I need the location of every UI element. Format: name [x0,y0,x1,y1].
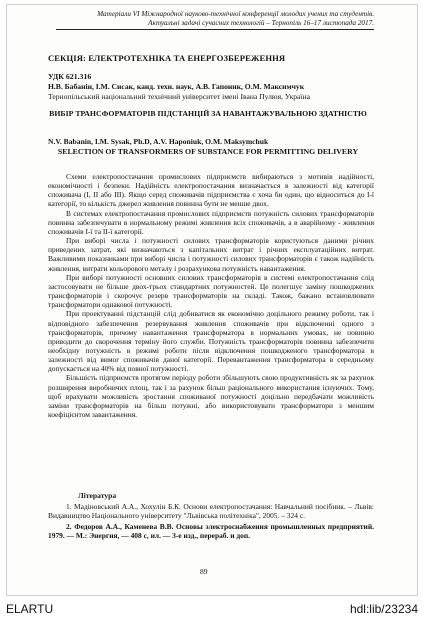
section-title: СЕКЦІЯ: ЕЛЕКТРОТЕХНІКА ТА ЕНЕРГОЗБЕРЕЖЕННЯ [48,53,286,63]
conference-header [56,10,374,30]
references-heading: Література [78,491,117,500]
udk-code: УДК 621.316 [48,72,92,81]
page-number: 89 [200,567,208,576]
paper-title-en: SELECTION OF TRANSFORMERS OF SUBSTANCE FOR PERMITTING DELIVERY [57,147,359,156]
paragraph: В системах електропостачання промислових підприємств потужність силових трансформаторів повинна забезпечувати в нормальному режимі живлення всіх споживачів, а в аварійному - живлення споживачів I-ї та II-ї категорії. [48,208,374,236]
footer-repository-label: ELARTU [6,602,54,616]
paragraph: При виборі потужності основних силових трансформаторів в системі електропостачання слід застосовувати не більше двох-трьох стандартних потужностей. Це полегшує заміну пошкоджених трансформаторів і скорочує резерв трансформаторів на складі. Також, бажано встановлювати трансформатори однакової потужності. [48,272,374,310]
affiliation: Тернопільський національний технічний університет імені Івана Пулюя, Україна [48,92,310,101]
reference-item: 2. Федоров А.А., Каменева В.В. Основы электроснабжения промышленных предприятий. 1979. — М.: Энергия, — 408 с, ил. — 3-е изд., перераб. и доп. [48,522,374,541]
footer-handle-link[interactable]: hdl:lib/23234 [349,602,418,616]
header-line-2: Актуальні задачі сучасних технологій – Тернопіль 16–17 листопада 2017. [56,19,374,30]
paragraph: Схеми електропостачання промислових підприємств вибираються з мотивів надійності, економічності і безпеки. Надійність електропостачання визначається в залежності від категорії споживача (I, II або III). Якщо серед споживачів підприємства є хоча би один, що відноситься до I-ї категорії, то кількість джерел живлення повинна бути не менше двох. [48,172,374,209]
references-list [48,502,374,543]
paper-title-ua: ВИБІР ТРАНСФОРМАТОРІВ ПІДСТАНЦІЙ ЗА НАВАНТАЖУВАЛЬНОЮ ЗДАТНІСТЮ [49,109,367,118]
authors-ua: Н.В. Бабанін, І.М. Сисак, канд. техн. наук, А.В. Гапоник, О.М. Максимчук [48,82,305,91]
header-line-1: Матеріали VI Міжнародної науково-технічної конференції молодих учених та студентів. [97,10,374,18]
paragraph: При проектуванні підстанцій слід добиватися як економічно доцільного режиму роботи, так і відповідного забезпечення резервування живлення споживачів при відключенні одного з трансформаторів, причому навантаження трансформатора в нормальних умовах, не повинно приводити до скорочення терміну його служби. Потужність трансформаторів повинна забезпечити необхідну потужність в режимі роботи після відключення пошкодженого трансформатора в залежності від вимог споживачів даної категорії. Перевантаження трансформатора в середньому допускається на 40% від повної потужності. [48,309,374,374]
authors-en: N.V. Babanin, I.M. Sysak, Ph.D, A.V. Haponiuk, O.M. Maksymchuk [48,137,269,146]
paragraph: Більшість підприємств протягом періоду роботи збільшують свою продуктивність як за рахунок розширення виробничих площ, так і за рахунок більш раціонального використання існуючих. Тому, щоб врахувати можливість зростання споживаної потужності доцільно передбачати можливість заміни трансформаторів на більш потужні, або використовувати трансформатори з меншим коефіцієнтом завантаження. [48,373,374,420]
paper-body [48,172,374,419]
reference-item: 1. Мадіновський А.А., Хохулін Б.К. Основи електропостачання: Навчальний посібник. – Львів: Видавництво Національного університету "Львівська політехніка", 2005. – 324 с. [48,502,374,521]
footer-bar [0,598,424,620]
paragraph: При виборі числа і потужності силових трансформаторів користуються даними річних приведених затрат, які визначаються з капітальних витрат і річних експлуатаційних витрат. Важливими показниками при виборі числа і потужності силових трансформаторів є також надійність живлення, витрати кольорового металу і розрахункова потужність навантаження. [48,236,374,273]
